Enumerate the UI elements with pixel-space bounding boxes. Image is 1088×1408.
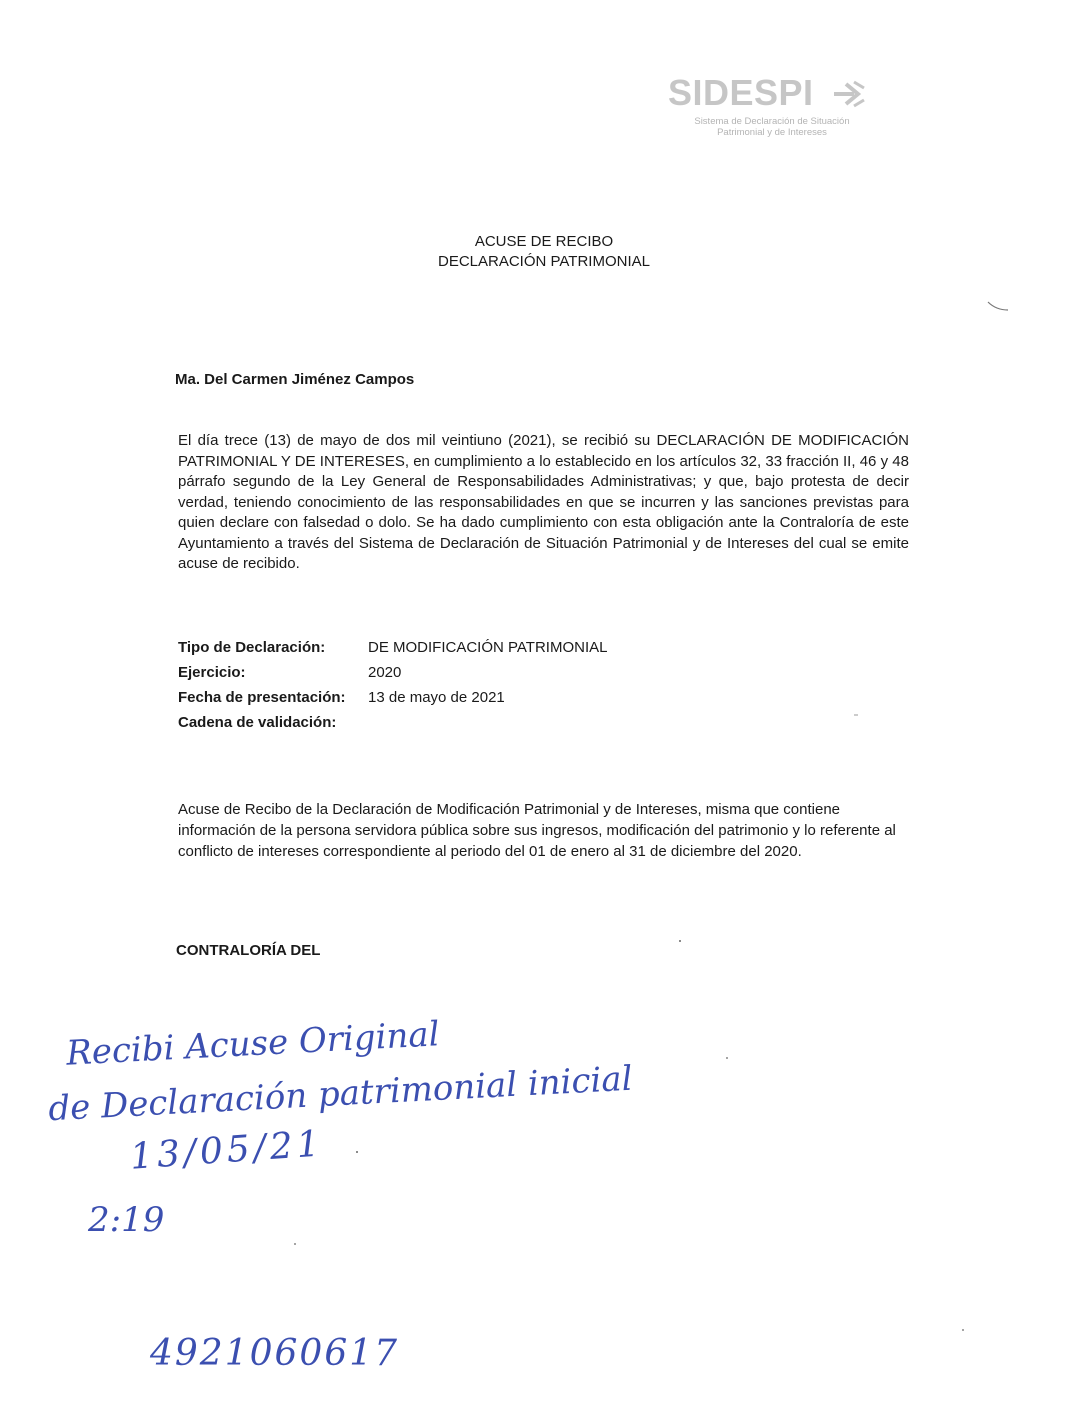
- handwritten-note-line2: de Declaración patrimonial inicial: [47, 1058, 634, 1130]
- document-title-line1: ACUSE DE RECIBO: [474, 233, 614, 250]
- handwritten-number: 4921060617: [150, 1333, 400, 1374]
- handwritten-note-line1: Recibi Acuse Original: [65, 1014, 441, 1074]
- handwritten-time: 2:19: [88, 1200, 165, 1240]
- handwritten-date: 13/05/21: [128, 1123, 325, 1178]
- field-label-fecha: Fecha de presentación:: [178, 689, 346, 706]
- field-value-ejercicio: 2020: [368, 664, 402, 681]
- field-label-tipo: Tipo de Declaración:: [178, 639, 326, 656]
- field-value-fecha: 13 de mayo de 2021: [368, 689, 505, 706]
- signature-block: CONTRALORÍA DEL: [176, 942, 321, 959]
- recipient-name: Ma. Del Carmen Jiménez Campos: [175, 371, 415, 388]
- document-title-line2: DECLARACIÓN PATRIMONIAL: [438, 253, 650, 270]
- logo-wordmark: SIDESPI: [668, 72, 814, 113]
- body-paragraph: El día trece (13) de mayo de dos mil veintiuno (2021), se recibió su DECLARACIÓN DE MODIFICACIÓN PATRIMONIAL Y DE INTERESES, en cumplimiento a lo establecido en los artículos 32, 33 fracción II, 46 y 48 párrafo segundo de la Ley General de Responsabilidades Administrativas; y que, bajo protesta de decir verdad, teniendo conocimiento de las responsabilidades en que se incurren y las sanciones previstas para quien declare con falsedad o dolo. Se ha dado cumplimiento con esta obligación ante la Contraloría de este Ayuntamiento a través del Sistema de Declaración de Situación Patrimonial y de Intereses del cual se emite acuse de recibido.: [178, 432, 909, 572]
- footer-paragraph: Acuse de Recibo de la Declaración de Modificación Patrimonial y de Intereses, misma que contiene información de la persona servidora pública sobre sus ingresos, modificación del patrimonio y lo referente al conflicto de intereses correspondiente al periodo del 01 de enero al 31 de diciembre del 2020.: [178, 801, 896, 860]
- logo-subtitle-1: Sistema de Declaración de Situación: [694, 116, 850, 127]
- field-value-tipo: DE MODIFICACIÓN PATRIMONIAL: [368, 639, 608, 656]
- field-label-ejercicio: Ejercicio:: [178, 664, 246, 681]
- field-label-cadena: Cadena de validación:: [178, 714, 337, 731]
- logo-subtitle-2: Patrimonial y de Intereses: [717, 127, 827, 138]
